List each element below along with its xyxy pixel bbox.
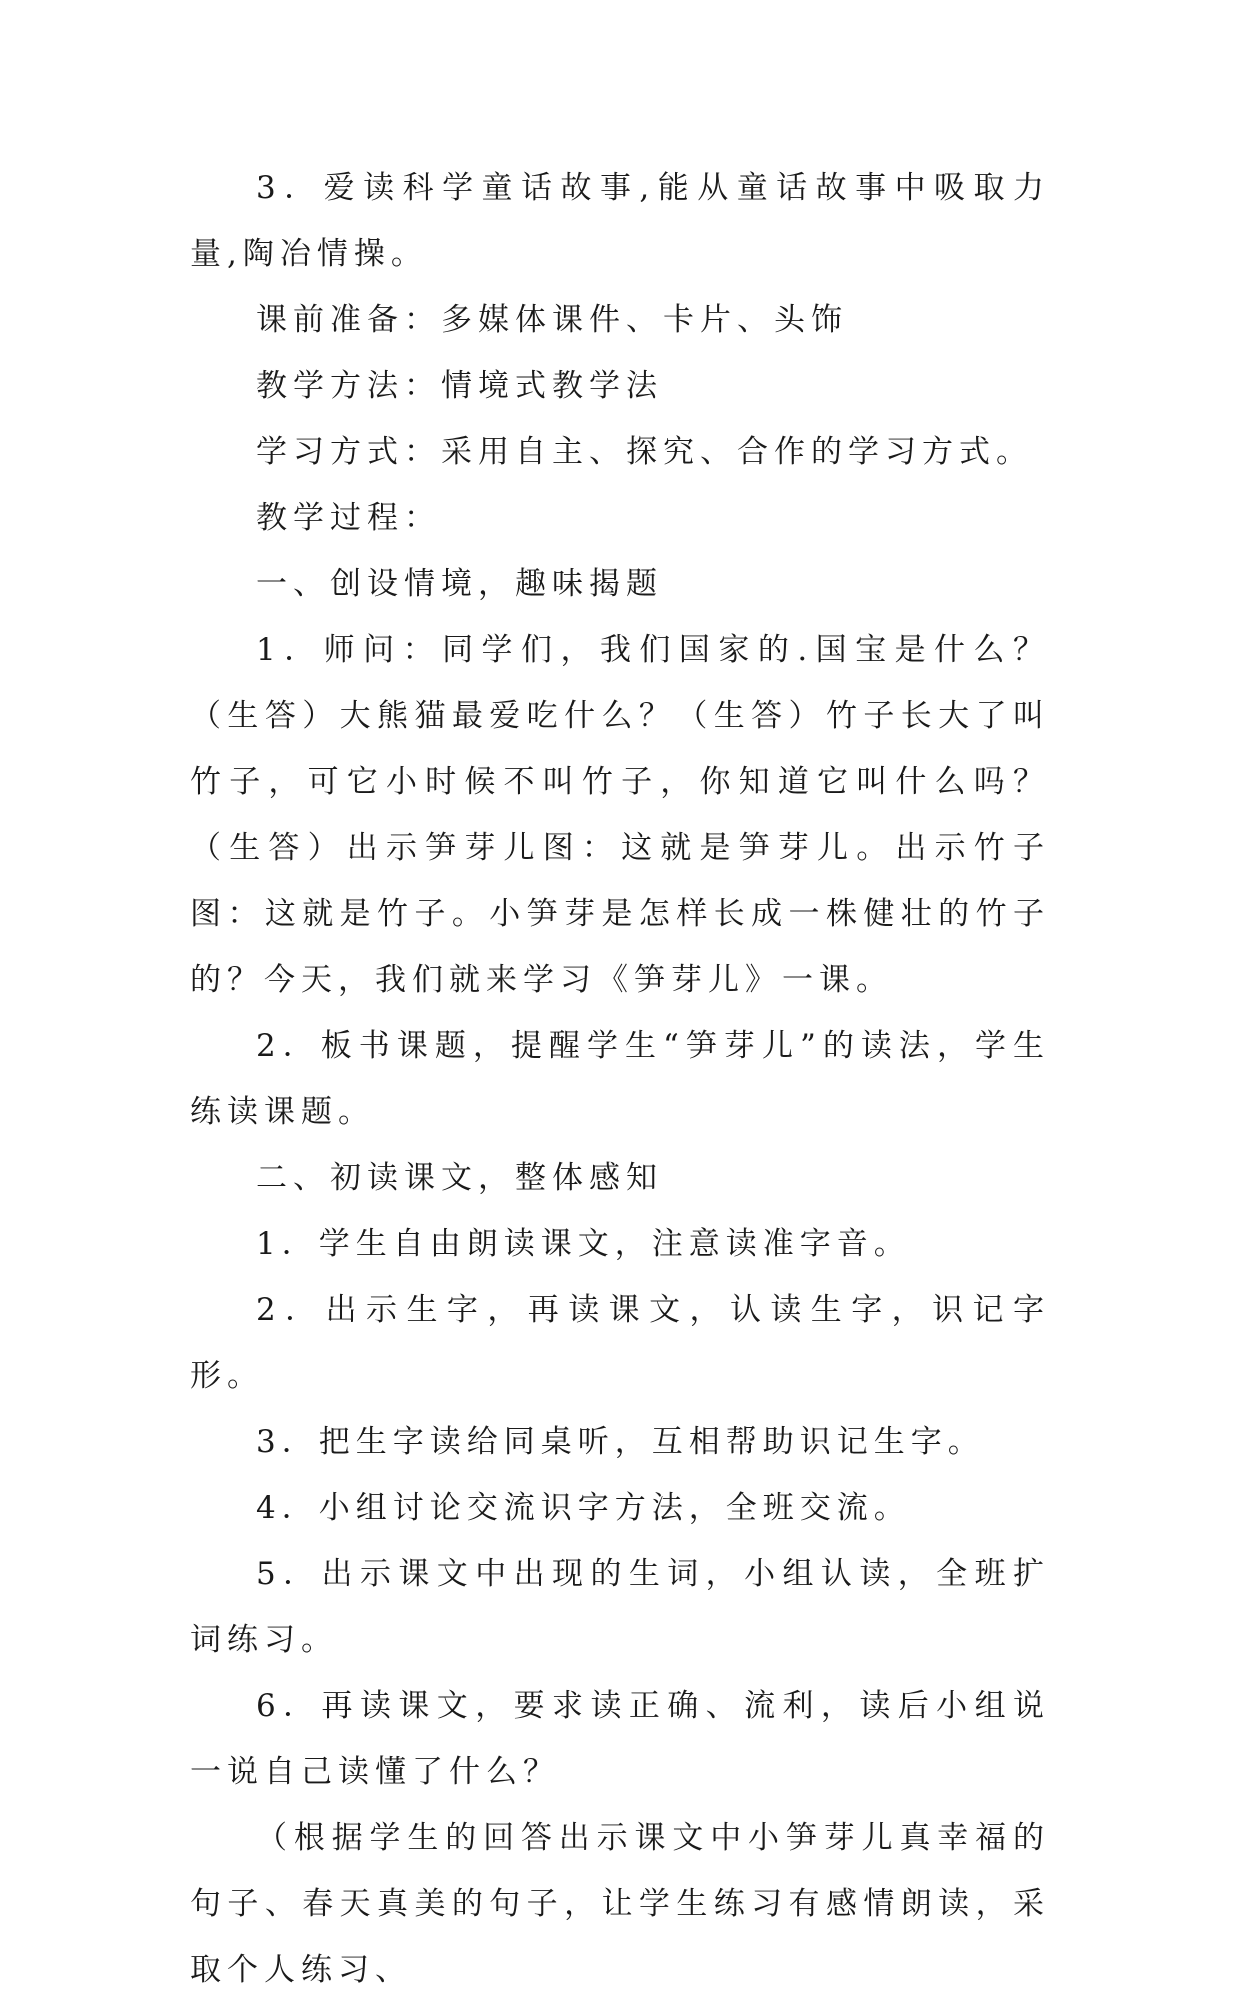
section-2-step-1-paragraph: 1．学生自由朗读课文，注意读准字音。 — [256, 1226, 911, 1262]
section-1-step-2-paragraph: 2．板书课题，提醒学生“笋芽儿”的读法，学生练读课题。 — [190, 1028, 1050, 1130]
section-2-step-6-paragraph: 6．再读课文，要求读正确、流利，读后小组说一说自己读懂了什么？ — [190, 1688, 1050, 1790]
process-heading: 教学过程： — [256, 500, 441, 536]
section-1-step-1-paragraph: 1．师问：同学们，我们国家的.国宝是什么？（生答）大熊猫最爱吃什么？（生答）竹子长大了叫竹子，可它小时候不叫竹子，你知道它叫什么吗？（生答）出示笋芽儿图：这就是笋芽儿。出示竹子图：这就是竹子。小笋芽是怎样长成一株健壮的竹子的？今天，我们就来学习《笋芽儿》一课。 — [190, 632, 1050, 998]
preparation-paragraph: 课前准备：多媒体课件、卡片、头饰 — [256, 302, 848, 338]
note-paragraph: （根据学生的回答出示课文中小笋芽儿真幸福的句子、春天真美的句子，让学生练习有感情朗读，采取个人练习、 — [190, 1820, 1050, 1988]
section-2-step-4-paragraph: 4．小组讨论交流识字方法，全班交流。 — [256, 1490, 911, 1526]
section-2-step-3-paragraph: 3．把生字读给同桌听，互相帮助识记生字。 — [256, 1424, 985, 1460]
document-page — [190, 155, 1050, 2003]
teaching-method-paragraph: 教学方法：情境式教学法 — [256, 368, 663, 404]
section-2-step-2-paragraph: 2．出示生字，再读课文，认读生字，识记字形。 — [190, 1292, 1050, 1394]
objective-3-paragraph: 3．爱读科学童话故事,能从童话故事中吸取力量,陶冶情操。 — [190, 170, 1050, 272]
section-2-heading: 二、初读课文，整体感知 — [256, 1160, 663, 1196]
section-2-step-5-paragraph: 5．出示课文中出现的生词，小组认读，全班扩词练习。 — [190, 1556, 1050, 1658]
learning-mode-paragraph: 学习方式：采用自主、探究、合作的学习方式。 — [256, 434, 1033, 470]
section-1-heading: 一、创设情境，趣味揭题 — [256, 566, 663, 602]
